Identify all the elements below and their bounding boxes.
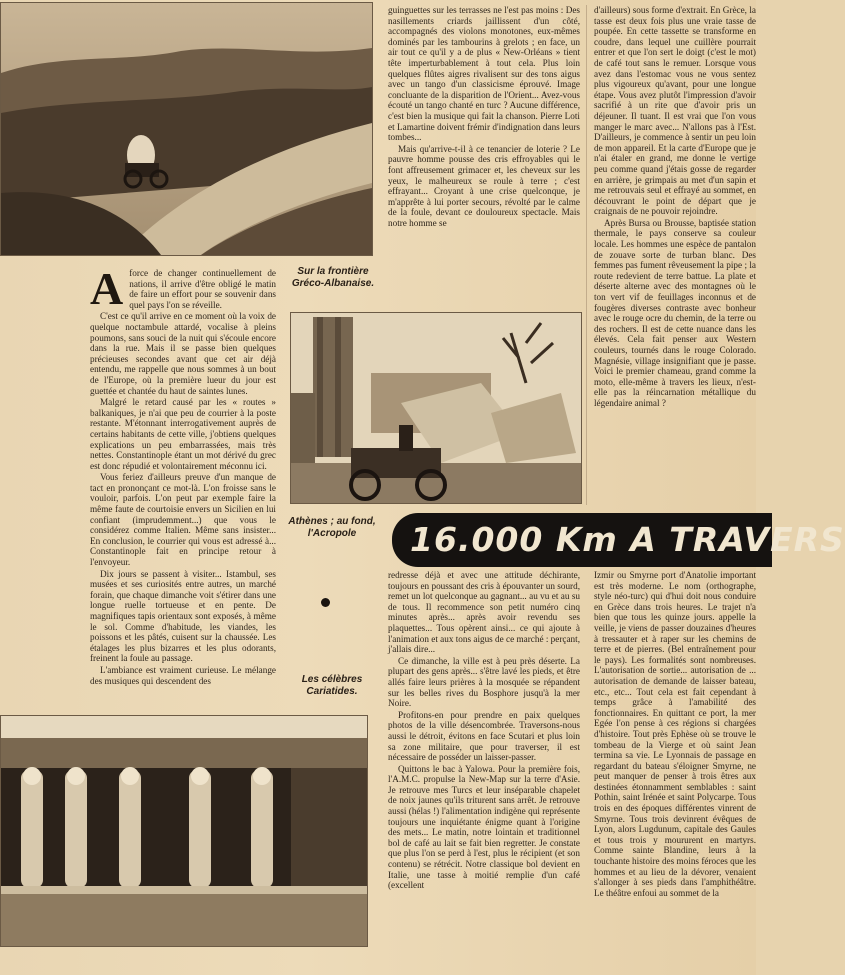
paragraph: Ce dimanche, la ville est à peu près déserte. La plupart des gens après... s'être lavé les pieds, et être allés faire leurs prières à la mosquée se répandent sur les belles rives du Bosphore jusqu'à la mer Noire. [388,655,580,709]
paragraph: Izmir ou Smyrne port d'Anatolie important est très moderne. Le nom (orthographe, style néo-turc) qui d'hui doit nous conduire en Grèce dans trois heures. Le trajet n'a bien que tous les quinze jours. appelle la veille, je viens de passer douzaines d'heures à tressauter et à raper sur les chemins de terre et de pierres. (Bel entraînement pour le pays). Les formalités sont nombreuses. L'autorisation de sortie... autorisation de ... autorisation de demande de laisser bateau, etc., etc... Tout cela est fait cependant à temps grâce à l'amabilité des fonctionnaires. En quittant ce port, la mer Egée l'on pense à ces régions si chargées d'histoire. Tout près Ephèse où se trouve le tombeau de la Vierge et où saint Jean termina sa vie. Le Lyonnais de passage en regardant du bateau s'éloigner Smyrne, ne peut manquer de penser à trois êtres aux destinées étonnamment semblables : saint Pothin, saint Irénée et saint Polycarpe. Tous trois en des époques différentes vinrent de Smyrne. Tous trois devinrent évêques de Lyon, alors Lugdunum, capitale des Gaules et tous trois y moururent en martyrs. Comme sainte Blandine, leurs à la touchante histoire des moins féroces que les hommes et au lieu de la dévorer, venaient s'allonger à ses pieds dans l'amphithéâtre. Le théâtre enfoui au sommet de la [594,570,756,898]
article-column-right-top [594,5,756,505]
column-divider [586,5,587,505]
article-column-middle-bottom [388,570,580,970]
caption-caryatids: Les célèbres Cariatides. [301,674,363,697]
paragraph: Après Bursa ou Brousse, baptisée station thermale, le pays conserve sa couleur locale. Les hommes une espèce de pantalon de zouave sorte de turban blanc. Des femmes pas fument rêveusement la pipe ; la route redevient de terre battue. La plate et déserte alterne avec des montagnes où le ton vert vif de feuillages inconnus et de fougères diverses contraste avec bonheur avec le rouge ocre du chemin, de la terre ou des rochers. Il est de cette nuance dans les élevés. Cela fait penser aux Western couleurs, tournés dans le rouge Colorado. Magnésie, village insignifiant que je passe. Voici le premier chameau, grand comme la moto, elle-même à travers les lieux, n'est-elle pas la réincarnation métallique du légendaire animal ? [594,217,756,408]
article-column-right-bottom [594,570,756,970]
photo-caryatids [0,715,368,947]
drop-cap: A [90,263,124,314]
paragraph: Mais qu'arrive-t-il à ce tenancier de loterie ? Le pauvre homme pousse des cris effroyables qui le font affreusement grimacer et, les cheveux sur les yeux, le malheureux se roule à terre ; c'est effrayant... Croyant à une crise quelconque, je m'apprête à lui porter secours, révolté par le calme de la foule, devant ce douloureux spectacle. Mais notre homme se [388,143,580,228]
photo-athens-ruins [290,312,582,504]
paragraph: Vous feriez d'ailleurs preuve d'un manque de tact en prononçant ce mot-là. L'on froisse sans le vouloir, parfois. L'on peut par exemple faire la même faute de courtoisie envers un Sicilien en lui confiant (imprudemment...) que vous le considérez comme Italien. Même sans insister... En conclusion, le courrier qui vous est adressé à... Constantinople fait en principe retour à l'envoyeur. [90,472,276,568]
bullet-dot [321,598,330,607]
photo-mountain-road [0,2,373,256]
mountain-road-image [1,3,372,255]
paragraph: C'est ce qu'il arrive en ce moment où la voix de quelque noctambule attardé, vocalise à pleins poumons, sans souci de la nuit qui s'écoule encore dans la rue. Mais il se passe bien quelques précieuses secondes avant que cet air déjà entendu, me rappelle que nous sommes à un bout de l'Europe, où la première lueur du jour est guettée et chantée du haut de saintes lunes. [90,311,276,396]
article-column-middle-top [388,5,580,307]
paragraph: force de changer continuellement de nations, il arrive d'être obligé le matin de faire un effort pour se souvenir dans quel pays l'on se réveille. [129,268,276,310]
caption-frontier: Sur la frontière Gréco-Albanaise. [291,266,375,289]
paragraph: L'ambiance est vraiment curieuse. Le mélange des musiques qui descendent des [90,664,276,686]
caryatids-image [1,716,367,946]
article-title-banner [392,513,845,567]
paragraph: guinguettes sur les terrasses ne l'est pas moins : Des nasillements criards jaillissent d'un côté, accompagnés des violons monotones, eux-mêmes dominés par les tambourins à grelots ; en face, un air tout ce qu'il y a de plus « New-Orléans » tient tête imperturbablement à tout cela. Plus loin quelques flûtes aigres rivalisent sur des tons aigus avec un tango d'un classicisme éprouvé. Image concluante de la disparition de l'Orient... Avez-vous écouté un tango chanté en turc ? Aucune différence, c'est bien la musique qui fait la chanson. Pierre Loti et Lamartine doivent frémir d'indignation dans leurs tombes... [388,5,580,143]
athens-ruins-image [291,313,581,503]
paragraph: Profitons-en pour prendre en paix quelques photos de la ville désencombrée. Traversons-nous aussi le détroit, évitons en face Scutari et plus loin sa zone militaire, que pour traverser, il est nécessaire de posséder un laisser-passer. [388,709,580,763]
article-column-left [90,263,276,708]
paragraph: Quittons le bac à Yalowa. Pour la première fois, l'A.M.C. propulse la New-Map sur la terre d'Asie. Je retrouve mes Turcs et leur inséparable chapelet de noix jaunes qu'ils triturent sans arrêt. Je retrouve aussi (hélas !) l'alimentation indigène qui représente toujours une inquiétante énigme quant à l'origine des mets... Le matin, notre lointain et traditionnel bol de café au lait se fait bien regretter. Je constate que plus l'on se perd à l'est, plus le récipient (et son contenu) se rétrécit. Notre classique bol devient en Italie, une tasse à moitié remplie d'un café (excellent [388,763,580,891]
paragraph: redresse déjà et avec une attitude déchirante, toujours en poussant des cris à épouvanter un sourd, remet un lot quelconque au gagnant... au vu et au su de tous. Il recommence son petit numéro cinq minutes après... après avoir revendu ses plaquettes... Tous opèrent ainsi... ce qui ajoute à l'animation et aux tons aigus de ce marché : perçant, j'allais dire... [388,570,580,655]
caption-athens: Athènes ; au fond, l'Acropole [288,516,376,539]
paragraph: Malgré le retard causé par les « routes » balkaniques, je n'ai que peu de courrier à la poste restante. M'étonnant interrogativement auprès de certains habitants de cette ville, j'obtiens quelques explications un peu embarrassées, mais très nettes. Constantinople étant un mot dérivé du grec est donc répudié et volontairement méconnu ici. [90,397,276,471]
paragraph: d'ailleurs) sous forme d'extrait. En Grèce, la tasse est deux fois plus une vraie tasse de poupée. En cette tassette se transforme en coudre, dans lequel une cuillère pourrait entrer et que l'on sert le doigt (c'est le mot) de café tout sans le remuer. Lorsque vous avez dans l'estomac vous ne vous sentez plus vigoureux qu'avant, pour une longue étape. Vous avez plutôt l'impression d'avoir sacrifié à un rite que d'avoir pris un déjeuner. Il tuant. Il est vrai que l'on vous manger le marc avec... N'allons pas à l'Est. D'ailleurs, je commence à sentir un peu loin de mon appareil. Et la carte d'Europe que je n'ai étaler en grand, me donne le vertige peu comme quand j'étais gosse de regarder en arrière, je grimpais au met d'un sapin et me retrouvais seul et effrayé au sommet, en découvrant le point de départ que je craignais de ne pouvoir rejoindre. [594,5,756,217]
article-title: 16.000 Km A TRAVERS [410,520,845,559]
paragraph: Dix jours se passent à visiter... Istambul, ses musées et ses curiosités entre autres, un marché forain, que chaque dimanche voit s'étirer dans une longue ruelle tortueuse et en pente. De magnifiques tapis orientaux sont exposés, à même le sol. Comme d'habitude, les viandes, les poissons et les pâtés, cuisent sur la chaussée. Les étalages les plus bizarres et les plus odorants, freinent la foule au passage. [90,568,276,664]
